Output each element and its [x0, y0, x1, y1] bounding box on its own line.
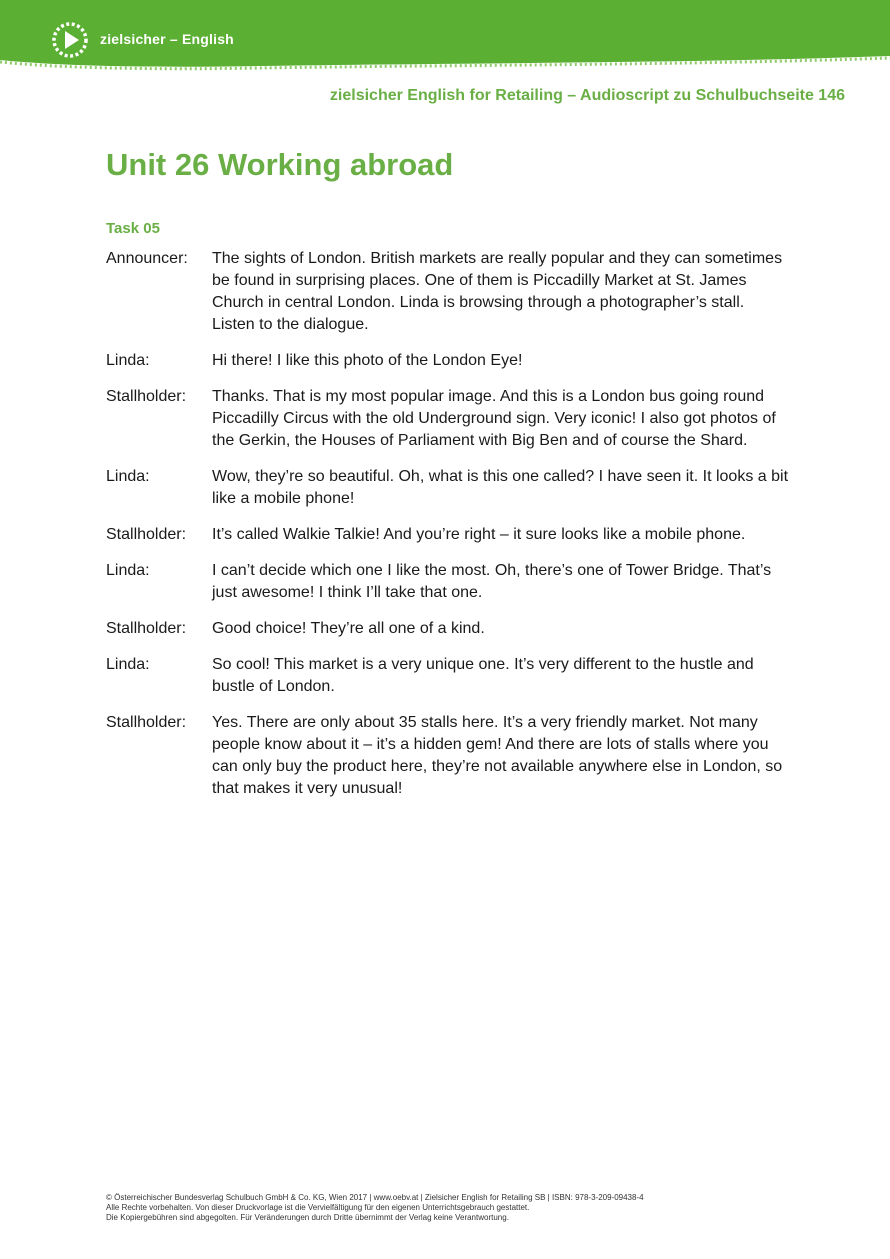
dialogue-line [106, 618, 796, 640]
speech-text: The sights of London. British markets are really popular and they can sometimes be found in surprising places. One of them is Piccadilly Market at St. James Church in central London. Linda is browsing through a photographer’s stall. Listen to the dialogue. [212, 250, 783, 333]
footer-line: © Österreichischer Bundesverlag Schulbuch GmbH & Co. KG, Wien 2017 | www.oebv.at | Zielsicher English for Retailing SB | ISBN: 978-3-209-09438-4 [106, 1193, 644, 1202]
footer-line: Alle Rechte vorbehalten. Von dieser Druckvorlage ist die Vervielfältigung für den eigenen Unterrichtsgebrauch gestattet. [106, 1203, 530, 1212]
dialogue-line [106, 466, 796, 510]
play-logo-icon [50, 20, 90, 60]
speech-text: Wow, they’re so beautiful. Oh, what is this one called? I have seen it. It looks a bit like a mobile phone! [212, 468, 789, 507]
brand-name: zielsicher – English [100, 31, 234, 47]
footer-line: Die Kopiergebühren sind abgegolten. Für Veränderungen durch Dritte übernimmt der Verlag keine Verantwortung. [106, 1213, 509, 1222]
dialogue-line [106, 386, 796, 452]
speaker-name: Stallholder: [106, 388, 187, 405]
speech-text: Hi there! I like this photo of the London Eye! [212, 352, 523, 369]
speaker-name: Announcer: [106, 250, 188, 267]
speaker-name: Linda: [106, 656, 150, 673]
speaker-name: Stallholder: [106, 526, 187, 543]
speech-text: So cool! This market is a very unique one. It’s very different to the hustle and bustle of London. [212, 656, 754, 695]
copyright-footer [106, 1193, 644, 1223]
header-banner [0, 0, 890, 80]
dialogue [106, 248, 796, 814]
page-title: Unit 26 Working abroad [106, 147, 454, 182]
speech-text: Yes. There are only about 35 stalls here. It’s a very friendly market. Not many people know about it – it’s a hidden gem! And there are lots of stalls where you can only buy the product here, they’re not available anywhere else in London, so that makes it very unusual! [212, 714, 783, 797]
dialogue-line [106, 524, 796, 546]
speaker-name: Linda: [106, 562, 150, 579]
speech-text: I can’t decide which one I like the most. Oh, there’s one of Tower Bridge. That’s just awesome! I think I’ll take that one. [212, 562, 772, 601]
dialogue-line [106, 560, 796, 604]
speech-text: It’s called Walkie Talkie! And you’re right – it sure looks like a mobile phone. [212, 526, 746, 543]
speaker-name: Stallholder: [106, 714, 187, 731]
dialogue-line [106, 712, 796, 800]
task-label: Task 05 [106, 220, 160, 237]
dialogue-line [106, 350, 796, 372]
dialogue-line [106, 248, 796, 336]
speech-text: Good choice! They’re all one of a kind. [212, 620, 485, 637]
running-title: zielsicher English for Retailing – Audioscript zu Schulbuchseite 146 [329, 87, 845, 104]
dialogue-line [106, 654, 796, 698]
speaker-name: Linda: [106, 468, 150, 485]
speaker-name: Stallholder: [106, 620, 187, 637]
speech-text: Thanks. That is my most popular image. And this is a London bus going round Piccadilly Circus with the old Underground sign. Very iconic! I also got photos of the Gerkin, the Houses of Parliament with Big Ben and of course the Shard. [212, 388, 776, 449]
speaker-name: Linda: [106, 352, 150, 369]
